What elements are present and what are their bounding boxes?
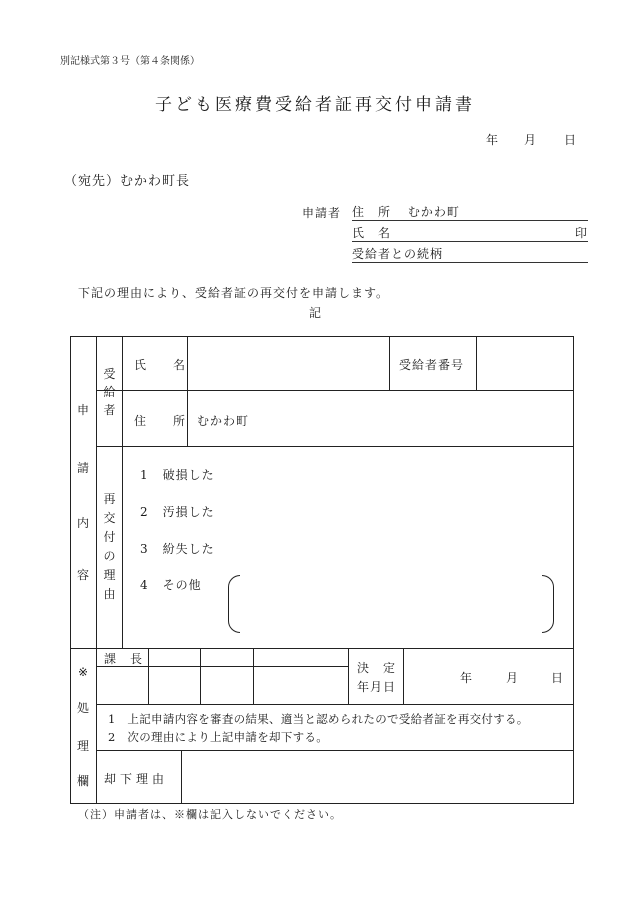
form-number: 別記様式第３号（第４条関係） (60, 56, 200, 67)
reason-number: 2 (140, 505, 149, 519)
decision-year: 年 (460, 671, 474, 685)
reason-text: 破損した (162, 468, 215, 482)
recipient-number-cell[interactable] (477, 337, 573, 389)
reason-number: 3 (140, 542, 149, 556)
application-content-char: 内 (76, 516, 89, 530)
processing-item-1: 1 上記申請内容を審査の結果、適当と認められたので受給者証を再交付する。 (108, 712, 529, 726)
applicant-relation-field[interactable] (352, 245, 588, 263)
applicant-address-value: むかわ町 (407, 205, 460, 219)
rejection-reason-label: 却下理由 (104, 772, 169, 786)
other-bracket-right (542, 575, 554, 633)
reason-option-1[interactable] (140, 466, 215, 483)
reason-option-4[interactable] (140, 576, 202, 593)
name-label: 氏 名 (134, 358, 187, 372)
line (253, 648, 254, 704)
reason-text: 汚損した (162, 505, 215, 519)
page-title: 子ども医療費受給者証再交付申請書 (155, 95, 475, 115)
footer-note: （注）申請者は、※欄は記入しないでください。 (78, 808, 342, 821)
recipient-char: 受 (103, 367, 116, 381)
line (96, 390, 574, 391)
other-reason-input[interactable] (242, 578, 540, 630)
application-content-char: 容 (76, 568, 89, 582)
decision-month: 月 (506, 671, 520, 685)
application-content-char: 請 (76, 461, 89, 475)
recipient-number-label: 受給者番号 (399, 358, 465, 372)
applicant-name-label: 氏 名 (352, 226, 392, 240)
date-year: 年 (486, 133, 499, 147)
reason-text: 紛失した (162, 542, 215, 556)
line (70, 648, 574, 649)
reason-option-2[interactable] (140, 503, 215, 520)
reason-option-3[interactable] (140, 540, 215, 557)
application-content-char: 申 (76, 403, 89, 417)
date-day: 日 (564, 133, 577, 147)
address-label: 住 所 (134, 414, 187, 428)
recipient-char: 者 (103, 403, 116, 417)
reason-label-char: 由 (103, 587, 116, 601)
processing-char: 処 (76, 701, 89, 715)
applicant-address-label: 住 所 (352, 205, 392, 219)
line (389, 336, 390, 390)
reason-label-char: 再 (103, 492, 116, 506)
applicant-label: 申請者 (302, 206, 342, 220)
processing-char: 欄 (76, 774, 89, 788)
line (148, 648, 149, 704)
addressee: （宛先）むかわ町長 (64, 174, 191, 189)
other-bracket-left (228, 575, 240, 633)
reason-text: その他 (162, 578, 202, 592)
rejection-reason-cell[interactable] (182, 751, 573, 803)
seal-mark: 印 (574, 226, 588, 240)
recipient-char: 給 (103, 385, 116, 399)
applicant-name-field[interactable] (352, 224, 588, 242)
date-month: 月 (524, 133, 537, 147)
section-chief-label: 課 長 (104, 652, 144, 666)
decision-label-2: 年月日 (357, 680, 397, 694)
processing-char: ※ (77, 665, 89, 679)
reason-label-char: 付 (103, 530, 116, 544)
name-input-cell[interactable] (188, 337, 388, 389)
intro-text: 下記の理由により、受給者証の再交付を申請します。 (78, 286, 390, 300)
reason-label-char: の (103, 549, 116, 563)
line (403, 648, 404, 704)
ki-label: 記 (308, 306, 321, 320)
reason-label-char: 交 (103, 511, 116, 525)
applicant-address-field[interactable] (352, 203, 588, 221)
line (96, 446, 574, 447)
line (200, 648, 201, 704)
applicant-relation-label: 受給者との続柄 (352, 247, 444, 261)
line (348, 648, 349, 704)
line (122, 336, 123, 648)
address-value[interactable]: むかわ町 (197, 414, 250, 428)
processing-char: 理 (76, 739, 89, 753)
line (96, 648, 97, 804)
reason-label-char: 理 (103, 568, 116, 582)
reason-number: 1 (140, 468, 149, 482)
reason-number: 4 (140, 578, 149, 592)
decision-label-1: 決 定 (357, 661, 397, 675)
processing-item-2: 2 次の理由により上記申請を却下する。 (108, 730, 329, 744)
line (96, 704, 574, 705)
decision-day: 日 (551, 671, 565, 685)
